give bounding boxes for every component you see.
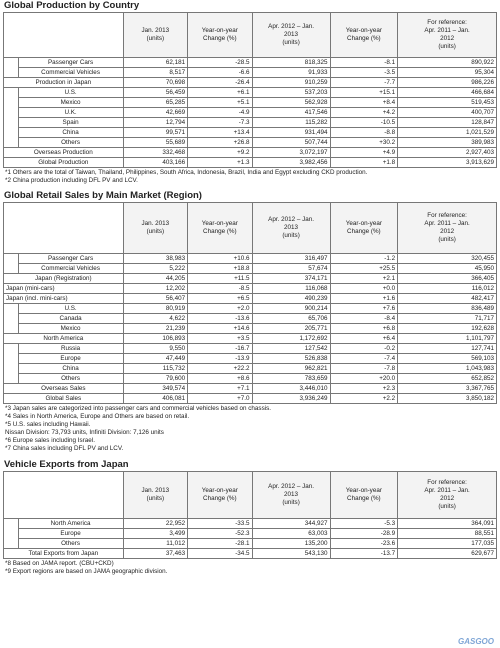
table-row [4,384,497,394]
row-label: Others [18,539,123,549]
value-cell-v1: 5,222 [123,264,187,274]
value-cell-v1: 332,468 [123,148,187,158]
column-header-col1: Jan. 2013 (units) [123,472,187,519]
value-cell-v3: 783,659 [252,374,330,384]
value-cell-v2: +13.4 [188,128,252,138]
value-cell-v2: -28.5 [188,58,252,68]
table-row [4,118,497,128]
value-cell-v4: -8.4 [330,314,398,324]
value-cell-v4: +4.9 [330,148,398,158]
indent-cell [4,374,19,384]
value-cell-v4: +20.0 [330,374,398,384]
value-cell-v3: 127,542 [252,344,330,354]
value-cell-v1: 38,983 [123,254,187,264]
row-label: Europe [18,529,123,539]
table-row [4,354,497,364]
value-cell-v1: 4,622 [123,314,187,324]
value-cell-v2: -6.6 [188,68,252,78]
column-header-col4: Year-on-year Change (%) [330,13,398,58]
value-cell-v2: +14.6 [188,324,252,334]
value-cell-v4: -13.7 [330,549,398,559]
value-cell-v1: 62,181 [123,58,187,68]
value-cell-v2: +10.6 [188,254,252,264]
value-cell-v3: 344,927 [252,519,330,529]
value-cell-v5: 127,741 [398,344,497,354]
value-cell-v4: +8.4 [330,98,398,108]
row-label: China [18,364,123,374]
value-cell-v3: 1,172,692 [252,334,330,344]
value-cell-v3: 65,706 [252,314,330,324]
value-cell-v1: 99,571 [123,128,187,138]
value-cell-v2: -8.5 [188,284,252,294]
table-row [4,314,497,324]
indent-cell [4,118,19,128]
value-cell-v4: -0.2 [330,344,398,354]
table-row [4,529,497,539]
value-cell-v5: 400,707 [398,108,497,118]
indent-cell [4,264,19,274]
value-cell-v4: +15.1 [330,88,398,98]
indent-cell [4,324,19,334]
value-cell-v2: -26.4 [188,78,252,88]
footnote: *1 Others are the total of Taiwan, Thailand, Philippines, South Africa, Indonesia, Brazil, India and Egypt excluding CKD production. [5,169,368,176]
indent-cell [4,314,19,324]
value-cell-v1: 42,669 [123,108,187,118]
value-cell-v3: 818,325 [252,58,330,68]
footnote: *6 Europe sales including Israel. [5,437,95,444]
footnote: *5 U.S. sales including Hawaii. [5,421,91,428]
value-cell-v1: 11,012 [123,539,187,549]
table-row [4,58,497,68]
column-header-col2: Year-on-year Change (%) [188,203,252,254]
value-cell-v1: 79,600 [123,374,187,384]
value-cell-v3: 962,821 [252,364,330,374]
watermark-logo: GASGOO [457,637,494,646]
table-row [4,158,497,168]
table-row [4,148,497,158]
value-cell-v3: 900,214 [252,304,330,314]
value-cell-v5: 836,489 [398,304,497,314]
value-cell-v2: +3.5 [188,334,252,344]
value-cell-v2: +9.2 [188,148,252,158]
footnote: *2 China production including DFL PV and LCV. [5,177,138,184]
value-cell-v1: 80,919 [123,304,187,314]
value-cell-v1: 22,952 [123,519,187,529]
value-cell-v3: 205,771 [252,324,330,334]
table-row [4,254,497,264]
value-cell-v1: 3,499 [123,529,187,539]
value-cell-v1: 56,459 [123,88,187,98]
row-label: North America [4,334,124,344]
value-cell-v4: -28.9 [330,529,398,539]
value-cell-v2: +6.5 [188,294,252,304]
row-label: Commercial Vehicles [18,264,123,274]
value-cell-v2: -7.3 [188,118,252,128]
indent-cell [4,128,19,138]
value-cell-v4: -7.7 [330,78,398,88]
value-cell-v2: -52.3 [188,529,252,539]
value-cell-v4: +1.8 [330,158,398,168]
row-label: Total Exports from Japan [4,549,124,559]
value-cell-v3: 931,494 [252,128,330,138]
section-title: Vehicle Exports from Japan [4,459,129,470]
row-label: Canada [18,314,123,324]
value-cell-v3: 562,928 [252,98,330,108]
table-row [4,344,497,354]
row-label: Passenger Cars [18,58,123,68]
value-cell-v4: +2.2 [330,394,398,404]
value-cell-v2: +11.5 [188,274,252,284]
value-cell-v1: 56,407 [123,294,187,304]
table-row [4,294,497,304]
table-row [4,274,497,284]
section1-block [0,0,500,185]
table-row [4,374,497,384]
column-header-col4: Year-on-year Change (%) [330,203,398,254]
indent-cell [4,68,19,78]
table-row [4,284,497,294]
value-cell-v5: 192,628 [398,324,497,334]
row-label: Overseas Production [4,148,124,158]
value-cell-v5: 1,021,529 [398,128,497,138]
value-cell-v3: 91,933 [252,68,330,78]
value-cell-v5: 3,913,629 [398,158,497,168]
value-cell-v1: 12,794 [123,118,187,128]
footnote: *8 Based on JAMA report. (CBU+CKD) [5,560,114,567]
value-cell-v4: -3.5 [330,68,398,78]
column-header-col1: Jan. 2013 (units) [123,13,187,58]
column-header-col1: Jan. 2013 (units) [123,203,187,254]
row-label: Mexico [18,324,123,334]
table-row [4,128,497,138]
footnotes [5,405,500,453]
value-cell-v5: 1,101,797 [398,334,497,344]
table-row [4,549,497,559]
value-cell-v5: 366,405 [398,274,497,284]
column-header-col3: Apr. 2012 – Jan. 2013 (units) [252,472,330,519]
value-cell-v4: -5.3 [330,519,398,529]
value-cell-v5: 177,035 [398,539,497,549]
value-cell-v1: 8,517 [123,68,187,78]
value-cell-v5: 45,950 [398,264,497,274]
header-row [4,13,497,58]
table-row [4,78,497,88]
footnotes [5,560,500,576]
value-cell-v4: -8.1 [330,58,398,68]
row-label: Production in Japan [4,78,124,88]
value-cell-v5: 652,852 [398,374,497,384]
value-cell-v5: 482,417 [398,294,497,304]
row-label: Europe [18,354,123,364]
value-cell-v3: 417,546 [252,108,330,118]
row-label: North America [18,519,123,529]
column-header-col3: Apr. 2012 – Jan. 2013 (units) [252,13,330,58]
table-row [4,88,497,98]
indent-cell [4,364,19,374]
value-cell-v3: 3,936,249 [252,394,330,404]
footnote: *4 Sales in North America, Europe and Others are based on retail. [5,413,190,420]
value-cell-v1: 21,239 [123,324,187,334]
value-cell-v5: 389,983 [398,138,497,148]
value-cell-v1: 406,081 [123,394,187,404]
value-cell-v4: -8.8 [330,128,398,138]
value-cell-v1: 55,689 [123,138,187,148]
value-cell-v1: 106,893 [123,334,187,344]
value-cell-v1: 12,202 [123,284,187,294]
value-cell-v5: 364,091 [398,519,497,529]
footnote: *3 Japan sales are categorized into passenger cars and commercial vehicles based on chassis. [5,405,272,412]
value-cell-v3: 910,259 [252,78,330,88]
value-cell-v2: +18.8 [188,264,252,274]
indent-cell [4,344,19,354]
value-cell-v2: +22.2 [188,364,252,374]
row-label: U.S. [18,88,123,98]
value-cell-v4: +2.1 [330,274,398,284]
table-row [4,394,497,404]
indent-cell [4,254,19,264]
value-cell-v1: 115,732 [123,364,187,374]
table-row [4,68,497,78]
value-cell-v3: 3,072,197 [252,148,330,158]
value-cell-v5: 320,455 [398,254,497,264]
value-cell-v4: -10.5 [330,118,398,128]
section2-block [0,190,500,453]
value-cell-v4: -1.2 [330,254,398,264]
value-cell-v1: 44,205 [123,274,187,284]
table-row [4,364,497,374]
value-cell-v3: 63,003 [252,529,330,539]
value-cell-v5: 88,551 [398,529,497,539]
value-cell-v1: 65,285 [123,98,187,108]
value-cell-v5: 1,043,983 [398,364,497,374]
header-row [4,203,497,254]
row-label: Japan (Registration) [4,274,124,284]
column-header-col3: Apr. 2012 – Jan. 2013 (units) [252,203,330,254]
column-header-col2: Year-on-year Change (%) [188,472,252,519]
value-cell-v2: +1.3 [188,158,252,168]
value-cell-v3: 490,239 [252,294,330,304]
value-cell-v2: -4.9 [188,108,252,118]
indent-cell [4,88,19,98]
indent-cell [4,138,19,148]
value-cell-v2: -13.6 [188,314,252,324]
footnote: *7 China sales including DFL PV and LCV. [5,445,124,452]
value-cell-v3: 135,200 [252,539,330,549]
value-cell-v1: 70,698 [123,78,187,88]
value-cell-v2: +26.8 [188,138,252,148]
value-cell-v4: +6.8 [330,324,398,334]
value-cell-v3: 374,171 [252,274,330,284]
value-cell-v4: +7.6 [330,304,398,314]
value-cell-v4: -23.6 [330,539,398,549]
value-cell-v5: 3,367,765 [398,384,497,394]
value-cell-v3: 543,130 [252,549,330,559]
value-cell-v2: +2.0 [188,304,252,314]
row-label: Japan (mini-cars) [4,284,124,294]
section3-block [0,459,500,576]
value-cell-v3: 316,497 [252,254,330,264]
value-cell-v4: +1.6 [330,294,398,304]
table-row [4,98,497,108]
column-header-col4: Year-on-year Change (%) [330,472,398,519]
value-cell-v4: +2.3 [330,384,398,394]
value-cell-v4: -7.4 [330,354,398,364]
table-row [4,264,497,274]
row-label: Commercial Vehicles [18,68,123,78]
row-label: Mexico [18,98,123,108]
row-label: Others [18,374,123,384]
indent-cell [4,304,19,314]
row-label: Passenger Cars [18,254,123,264]
table-row [4,108,497,118]
table-row [4,138,497,148]
value-cell-v2: -16.7 [188,344,252,354]
section-title: Global Retail Sales by Main Market (Region) [4,190,202,201]
value-cell-v1: 403,166 [123,158,187,168]
column-header-col5: For reference: Apr. 2011 – Jan. 2012 (units) [398,203,497,254]
value-cell-v1: 47,449 [123,354,187,364]
value-cell-v5: 95,304 [398,68,497,78]
row-label: China [18,128,123,138]
table-row [4,539,497,549]
row-label: Russia [18,344,123,354]
indent-cell [4,108,19,118]
value-cell-v4: +0.0 [330,284,398,294]
value-cell-v5: 128,847 [398,118,497,128]
value-cell-v2: -13.9 [188,354,252,364]
value-cell-v3: 3,446,010 [252,384,330,394]
row-label: Others [18,138,123,148]
table-row [4,519,497,529]
value-cell-v5: 890,922 [398,58,497,68]
value-cell-v2: +8.6 [188,374,252,384]
header-blank [4,472,124,519]
value-cell-v5: 71,717 [398,314,497,324]
value-cell-v3: 3,982,456 [252,158,330,168]
value-cell-v1: 37,463 [123,549,187,559]
section3-table [3,471,497,559]
footnote: *9 Export regions are based on JAMA geographic division. [5,568,168,575]
indent-cell [4,98,19,108]
value-cell-v5: 629,677 [398,549,497,559]
table-row [4,304,497,314]
value-cell-v3: 115,282 [252,118,330,128]
value-cell-v4: +4.2 [330,108,398,118]
value-cell-v5: 2,927,403 [398,148,497,158]
value-cell-v5: 519,453 [398,98,497,108]
value-cell-v3: 57,674 [252,264,330,274]
value-cell-v5: 569,103 [398,354,497,364]
value-cell-v3: 507,744 [252,138,330,148]
value-cell-v2: +6.1 [188,88,252,98]
section1-table [3,12,497,168]
value-cell-v2: +5.1 [188,98,252,108]
header-blank [4,13,124,58]
indent-cell [4,529,19,539]
row-label: Global Sales [4,394,124,404]
indent-cell [4,58,19,68]
footnote: Nissan Division: 73,793 units, Infiniti Division: 7,126 units [5,429,164,436]
value-cell-v2: -28.1 [188,539,252,549]
table-row [4,324,497,334]
value-cell-v4: +30.2 [330,138,398,148]
section-title: Global Production by Country [4,0,140,11]
value-cell-v3: 116,068 [252,284,330,294]
row-label: U.S. [18,304,123,314]
value-cell-v2: +7.1 [188,384,252,394]
value-cell-v3: 537,203 [252,88,330,98]
value-cell-v2: -34.5 [188,549,252,559]
row-label: U.K. [18,108,123,118]
value-cell-v3: 526,838 [252,354,330,364]
value-cell-v5: 986,226 [398,78,497,88]
value-cell-v4: -7.8 [330,364,398,374]
column-header-col2: Year-on-year Change (%) [188,13,252,58]
value-cell-v2: -33.5 [188,519,252,529]
indent-cell [4,519,19,529]
table-row [4,334,497,344]
value-cell-v5: 466,684 [398,88,497,98]
row-label: Global Production [4,158,124,168]
indent-cell [4,539,19,549]
row-label: Overseas Sales [4,384,124,394]
header-blank [4,203,124,254]
indent-cell [4,354,19,364]
header-row [4,472,497,519]
section2-table [3,202,497,404]
row-label: Japan (incl. mini-cars) [4,294,124,304]
value-cell-v5: 116,012 [398,284,497,294]
value-cell-v5: 3,850,182 [398,394,497,404]
value-cell-v4: +25.5 [330,264,398,274]
footnotes [5,169,500,185]
value-cell-v2: +7.0 [188,394,252,404]
value-cell-v1: 349,574 [123,384,187,394]
row-label: Spain [18,118,123,128]
column-header-col5: For reference: Apr. 2011 – Jan. 2012 (units) [398,472,497,519]
value-cell-v1: 9,550 [123,344,187,354]
value-cell-v4: +6.4 [330,334,398,344]
column-header-col5: For reference: Apr. 2011 – Jan. 2012 (units) [398,13,497,58]
